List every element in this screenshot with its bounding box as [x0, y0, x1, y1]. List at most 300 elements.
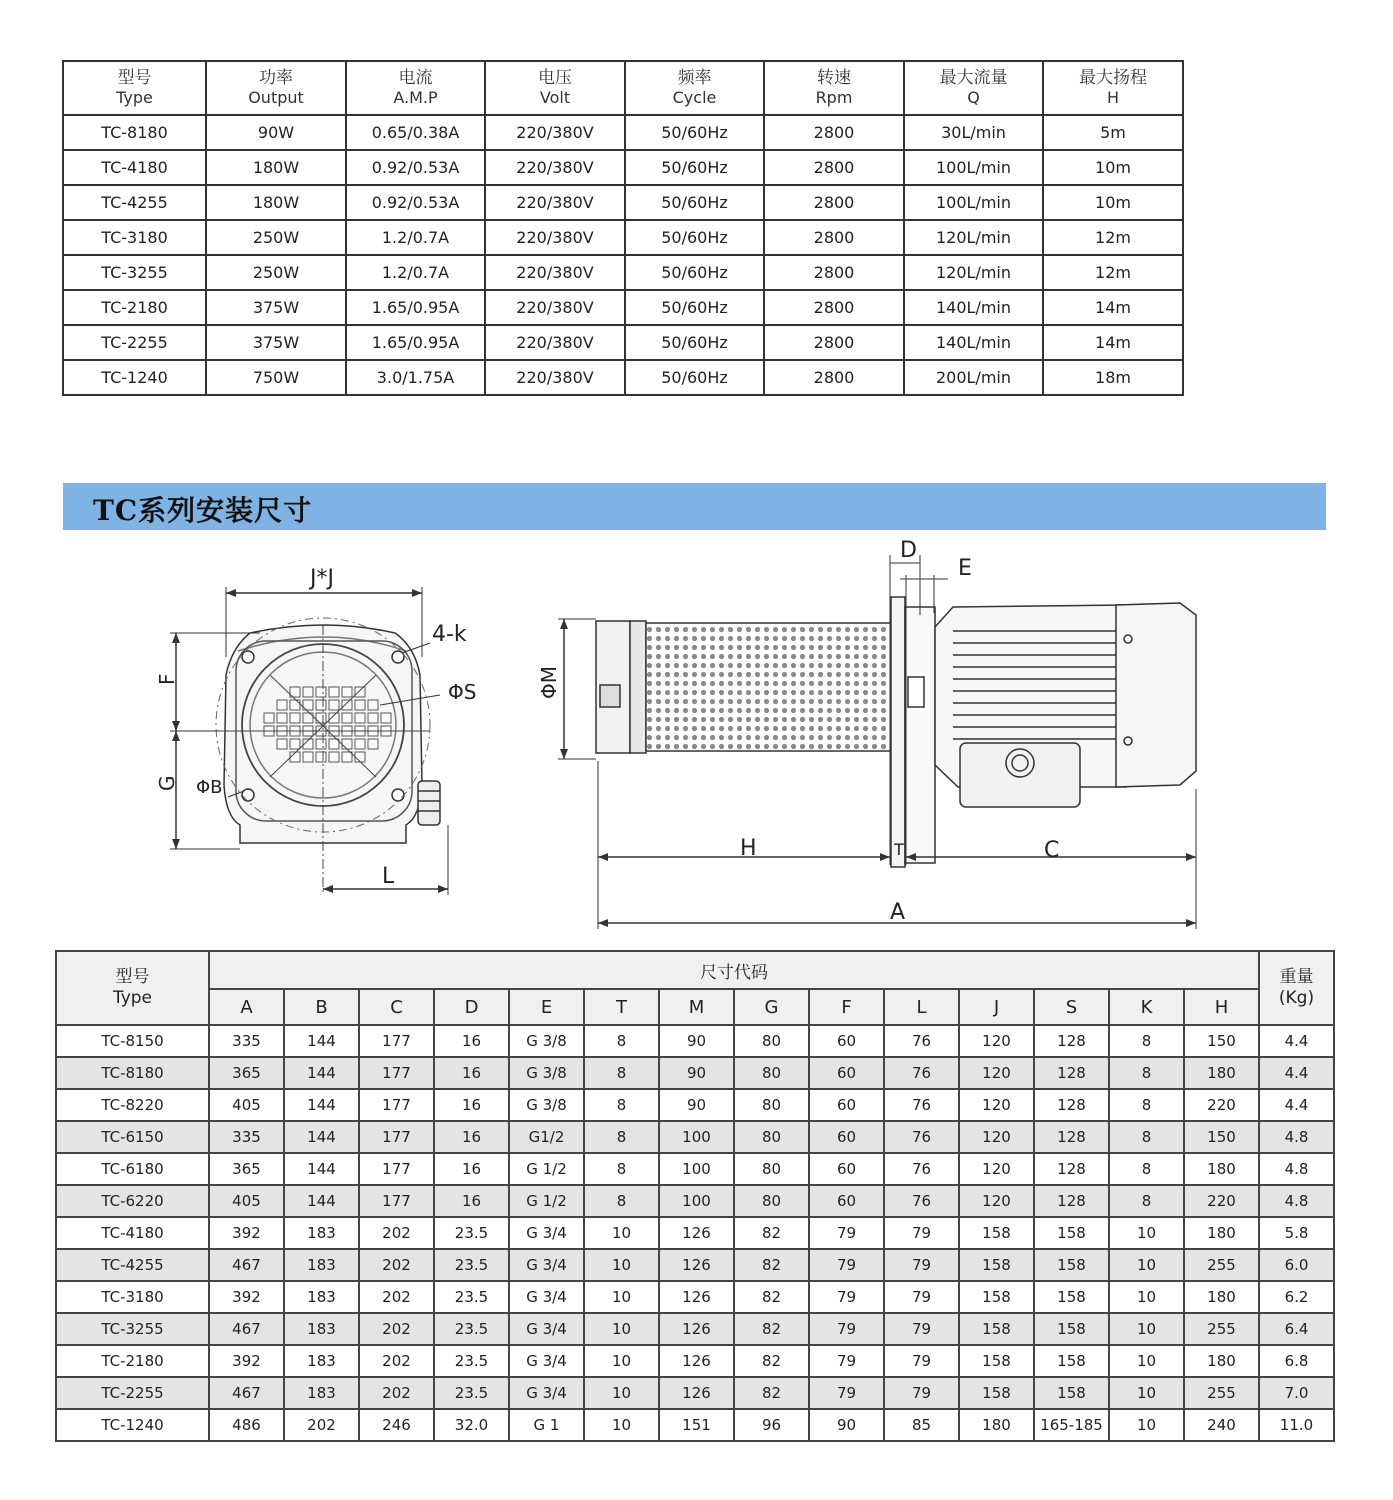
spec-header-head: [1043, 61, 1183, 115]
dim-cell: 4.4: [1259, 1025, 1334, 1057]
dim-column-header: L: [884, 989, 959, 1025]
dim-cell: 183: [284, 1217, 359, 1249]
dim-cell: 79: [884, 1249, 959, 1281]
dim-cell: 202: [359, 1313, 434, 1345]
dim-cell: G 1/2: [509, 1185, 584, 1217]
spec-cell: 1.2/0.7A: [346, 255, 485, 290]
dim-row: [56, 1249, 1334, 1281]
dim-header-weight: [1259, 951, 1334, 1025]
spec-cell: 50/60Hz: [625, 220, 764, 255]
dim-cell: 144: [284, 1121, 359, 1153]
dim-cell: 177: [359, 1121, 434, 1153]
label-g: G: [155, 775, 179, 791]
dim-cell: 144: [284, 1025, 359, 1057]
dim-cell: 8: [1109, 1057, 1184, 1089]
dim-cell: 158: [959, 1217, 1034, 1249]
dim-cell: G 3/4: [509, 1249, 584, 1281]
dim-type-cell: TC-8220: [56, 1089, 209, 1121]
dim-cell: 10: [584, 1281, 659, 1313]
dim-cell: 126: [659, 1217, 734, 1249]
spec-table: [62, 60, 1184, 396]
dim-type-cell: TC-1240: [56, 1409, 209, 1441]
dim-cell: 144: [284, 1185, 359, 1217]
dim-cell: G 3/4: [509, 1281, 584, 1313]
dim-cell: 6.8: [1259, 1345, 1334, 1377]
dim-row: [56, 1185, 1334, 1217]
dim-cell: 8: [584, 1185, 659, 1217]
dim-row: [56, 1089, 1334, 1121]
spec-cell: 375W: [206, 290, 346, 325]
spec-cell: 120L/min: [904, 255, 1043, 290]
dim-cell: 467: [209, 1313, 284, 1345]
dim-cell: 8: [1109, 1089, 1184, 1121]
spec-header-row: [63, 61, 1183, 115]
spec-cell: 180W: [206, 150, 346, 185]
spec-row: [63, 325, 1183, 360]
dim-cell: 79: [809, 1249, 884, 1281]
dim-cell: 82: [734, 1313, 809, 1345]
dim-cell: 405: [209, 1089, 284, 1121]
dim-cell: 392: [209, 1345, 284, 1377]
dim-type-cell: TC-8180: [56, 1057, 209, 1089]
dim-cell: 202: [359, 1217, 434, 1249]
dim-type-cell: TC-4255: [56, 1249, 209, 1281]
spec-cell: TC-8180: [63, 115, 206, 150]
label-b: ΦB: [196, 777, 223, 798]
dim-cell: 8: [584, 1153, 659, 1185]
spec-cell: 30L/min: [904, 115, 1043, 150]
spec-header-amp: [346, 61, 485, 115]
dim-cell: 79: [809, 1313, 884, 1345]
dim-cell: 90: [659, 1089, 734, 1121]
dim-type-cell: TC-6180: [56, 1153, 209, 1185]
dim-cell: 183: [284, 1345, 359, 1377]
dim-column-header: H: [1184, 989, 1259, 1025]
dim-cell: 177: [359, 1025, 434, 1057]
dim-cell: G 3/8: [509, 1089, 584, 1121]
spec-row: [63, 255, 1183, 290]
dim-cell: 100: [659, 1185, 734, 1217]
dim-cell: 202: [359, 1281, 434, 1313]
dim-cell: 10: [1109, 1281, 1184, 1313]
dim-cell: 79: [884, 1313, 959, 1345]
spec-cell: 250W: [206, 220, 346, 255]
header-en: Output: [248, 88, 304, 107]
dim-cell: 180: [1184, 1057, 1259, 1089]
header-cn: 型号: [117, 68, 152, 88]
dim-cell: 5.8: [1259, 1217, 1334, 1249]
spec-cell: 1.65/0.95A: [346, 325, 485, 360]
spec-cell: 2800: [764, 255, 904, 290]
dim-header-type: [56, 951, 209, 1025]
dim-cell: 151: [659, 1409, 734, 1441]
dim-cell: 8: [1109, 1025, 1184, 1057]
dim-cell: 180: [1184, 1153, 1259, 1185]
dim-cell: G 3/4: [509, 1345, 584, 1377]
dim-cell: 120: [959, 1025, 1034, 1057]
dim-column-header: J: [959, 989, 1034, 1025]
dim-cell: 177: [359, 1185, 434, 1217]
spec-cell: 50/60Hz: [625, 325, 764, 360]
dim-cell: 76: [884, 1089, 959, 1121]
label-s: ΦS: [448, 680, 477, 704]
dim-cell: 10: [584, 1377, 659, 1409]
dim-cell: 90: [809, 1409, 884, 1441]
dim-cell: 255: [1184, 1313, 1259, 1345]
dim-row: [56, 1121, 1334, 1153]
dim-cell: 126: [659, 1249, 734, 1281]
spec-cell: 250W: [206, 255, 346, 290]
spec-cell: 14m: [1043, 325, 1183, 360]
dim-cell: 180: [1184, 1345, 1259, 1377]
header-en: H: [1106, 88, 1120, 107]
dim-cell: 255: [1184, 1377, 1259, 1409]
dim-cell: 10: [584, 1409, 659, 1441]
dim-cell: 100: [659, 1121, 734, 1153]
header-en: Volt: [539, 88, 571, 107]
spec-cell: 1.65/0.95A: [346, 290, 485, 325]
dim-cell: 177: [359, 1153, 434, 1185]
label-jj: J*J: [310, 566, 334, 591]
dim-cell: 365: [209, 1057, 284, 1089]
header-cn: 最大扬程: [1079, 68, 1147, 88]
dim-cell: 10: [1109, 1249, 1184, 1281]
spec-cell: 0.65/0.38A: [346, 115, 485, 150]
label-c: C: [1044, 838, 1060, 863]
spec-cell: 0.92/0.53A: [346, 185, 485, 220]
header-en: Rpm: [815, 88, 853, 107]
dim-type-cell: TC-3255: [56, 1313, 209, 1345]
dim-type-cell: TC-2255: [56, 1377, 209, 1409]
spec-cell: TC-3255: [63, 255, 206, 290]
spec-header-output: [206, 61, 346, 115]
dim-cell: 80: [734, 1185, 809, 1217]
dim-column-header: C: [359, 989, 434, 1025]
dim-column-header: A: [209, 989, 284, 1025]
dim-column-header: K: [1109, 989, 1184, 1025]
spec-cell: 100L/min: [904, 150, 1043, 185]
spec-cell: 18m: [1043, 360, 1183, 395]
dim-column-header: B: [284, 989, 359, 1025]
spec-cell: 2800: [764, 360, 904, 395]
dim-cell: 120: [959, 1153, 1034, 1185]
dim-type-cell: TC-2180: [56, 1345, 209, 1377]
dim-header-row-1: [56, 951, 1334, 989]
header-cn: 功率: [259, 68, 293, 88]
dim-cell: 240: [1184, 1409, 1259, 1441]
dim-cell: 144: [284, 1089, 359, 1121]
dim-cell: 23.5: [434, 1377, 509, 1409]
dim-cell: 8: [584, 1121, 659, 1153]
spec-cell: 90W: [206, 115, 346, 150]
spec-cell: TC-1240: [63, 360, 206, 395]
dim-cell: 8: [1109, 1121, 1184, 1153]
dim-column-header: S: [1034, 989, 1109, 1025]
dim-cell: 79: [884, 1281, 959, 1313]
dim-cell: 76: [884, 1153, 959, 1185]
side-view-drawing: [528, 535, 1218, 935]
dim-cell: 100: [659, 1153, 734, 1185]
spec-cell: 50/60Hz: [625, 115, 764, 150]
spec-cell: 220/380V: [485, 185, 625, 220]
spec-cell: 12m: [1043, 220, 1183, 255]
spec-cell: 220/380V: [485, 325, 625, 360]
dim-cell: G 3/8: [509, 1057, 584, 1089]
dim-cell: 255: [1184, 1249, 1259, 1281]
label-d: D: [900, 538, 917, 563]
dim-cell: 177: [359, 1057, 434, 1089]
dim-cell: 16: [434, 1057, 509, 1089]
dim-cell: 76: [884, 1057, 959, 1089]
dim-cell: 158: [1034, 1281, 1109, 1313]
dim-column-header: F: [809, 989, 884, 1025]
spec-cell: 50/60Hz: [625, 185, 764, 220]
spec-cell: 140L/min: [904, 290, 1043, 325]
spec-cell: 2800: [764, 290, 904, 325]
spec-row: [63, 360, 1183, 395]
dim-row: [56, 1025, 1334, 1057]
dim-row: [56, 1313, 1334, 1345]
dim-cell: 183: [284, 1281, 359, 1313]
spec-header-cycle: [625, 61, 764, 115]
header-cn: 最大流量: [939, 68, 1008, 88]
dim-cell: 126: [659, 1377, 734, 1409]
spec-cell: 2800: [764, 325, 904, 360]
dim-cell: 150: [1184, 1121, 1259, 1153]
spec-cell: 220/380V: [485, 220, 625, 255]
dim-cell: 202: [284, 1409, 359, 1441]
label-h: H: [740, 836, 757, 861]
spec-row: [63, 150, 1183, 185]
dim-header-row-2: [56, 989, 1334, 1025]
dim-cell: 120: [959, 1057, 1034, 1089]
dim-cell: 180: [959, 1409, 1034, 1441]
dim-cell: 60: [809, 1089, 884, 1121]
dim-cell: 392: [209, 1281, 284, 1313]
dim-cell: 158: [1034, 1377, 1109, 1409]
dim-cell: 202: [359, 1377, 434, 1409]
dim-cell: 180: [1184, 1217, 1259, 1249]
header-cn: 电流: [398, 68, 433, 88]
dim-cell: 4.4: [1259, 1057, 1334, 1089]
spec-cell: 2800: [764, 220, 904, 255]
dim-cell: 16: [434, 1089, 509, 1121]
dim-cell: 23.5: [434, 1217, 509, 1249]
spec-cell: TC-4255: [63, 185, 206, 220]
dim-cell: 80: [734, 1153, 809, 1185]
spec-cell: TC-4180: [63, 150, 206, 185]
dim-cell: 158: [959, 1313, 1034, 1345]
dim-cell: 158: [959, 1249, 1034, 1281]
dim-cell: G 3/4: [509, 1313, 584, 1345]
dim-cell: 335: [209, 1121, 284, 1153]
dim-cell: 79: [809, 1345, 884, 1377]
dim-cell: 60: [809, 1121, 884, 1153]
spec-cell: TC-3180: [63, 220, 206, 255]
dim-cell: 120: [959, 1089, 1034, 1121]
dim-cell: G 1: [509, 1409, 584, 1441]
spec-cell: 220/380V: [485, 115, 625, 150]
label-a: A: [890, 900, 906, 925]
label-k: 4-k: [432, 622, 467, 647]
spec-row: [63, 290, 1183, 325]
dim-cell: 80: [734, 1121, 809, 1153]
dim-row: [56, 1281, 1334, 1313]
spec-cell: 220/380V: [485, 360, 625, 395]
dim-cell: 158: [1034, 1313, 1109, 1345]
dim-type-cell: TC-6220: [56, 1185, 209, 1217]
dim-cell: 335: [209, 1025, 284, 1057]
dim-header-group: 尺寸代码: [209, 951, 1259, 989]
dim-cell: 183: [284, 1249, 359, 1281]
dim-column-header: T: [584, 989, 659, 1025]
dim-cell: 126: [659, 1313, 734, 1345]
dim-cell: 405: [209, 1185, 284, 1217]
spec-cell: 3.0/1.75A: [346, 360, 485, 395]
spec-cell: 50/60Hz: [625, 150, 764, 185]
dim-cell: 8: [1109, 1153, 1184, 1185]
dim-column-header: E: [509, 989, 584, 1025]
header-cn: 型号: [115, 967, 150, 987]
dim-cell: 8: [584, 1057, 659, 1089]
dim-cell: 128: [1034, 1089, 1109, 1121]
dim-cell: 144: [284, 1153, 359, 1185]
header-cn: 频率: [677, 68, 712, 88]
dim-cell: 128: [1034, 1025, 1109, 1057]
dim-type-cell: TC-4180: [56, 1217, 209, 1249]
spec-table-body: [63, 61, 1183, 395]
spec-cell: 5m: [1043, 115, 1183, 150]
spec-row: [63, 220, 1183, 255]
spec-cell: 1.2/0.7A: [346, 220, 485, 255]
spec-cell: TC-2255: [63, 325, 206, 360]
dim-cell: 220: [1184, 1089, 1259, 1121]
dim-cell: G 1/2: [509, 1153, 584, 1185]
dim-cell: 23.5: [434, 1313, 509, 1345]
dim-cell: 76: [884, 1025, 959, 1057]
dim-cell: 120: [959, 1185, 1034, 1217]
spec-row: [63, 115, 1183, 150]
dim-cell: 158: [1034, 1249, 1109, 1281]
dim-cell: 128: [1034, 1057, 1109, 1089]
dim-cell: 85: [884, 1409, 959, 1441]
header-en: Type: [116, 88, 153, 107]
spec-cell: 50/60Hz: [625, 360, 764, 395]
dim-cell: 80: [734, 1089, 809, 1121]
dim-cell: 6.2: [1259, 1281, 1334, 1313]
label-t: T: [894, 840, 904, 859]
dim-cell: 392: [209, 1217, 284, 1249]
dim-cell: 126: [659, 1281, 734, 1313]
dim-cell: 23.5: [434, 1345, 509, 1377]
dim-cell: G 3/8: [509, 1025, 584, 1057]
spec-cell: 0.92/0.53A: [346, 150, 485, 185]
spec-cell: TC-2180: [63, 290, 206, 325]
dim-cell: 60: [809, 1153, 884, 1185]
dim-cell: 158: [1034, 1345, 1109, 1377]
dim-cell: 4.8: [1259, 1121, 1334, 1153]
spec-cell: 2800: [764, 115, 904, 150]
dim-cell: 128: [1034, 1153, 1109, 1185]
spec-cell: 220/380V: [485, 290, 625, 325]
dim-cell: 82: [734, 1217, 809, 1249]
dim-cell: 16: [434, 1185, 509, 1217]
header-en: Q: [967, 88, 980, 107]
dim-cell: 82: [734, 1249, 809, 1281]
dim-type-cell: TC-6150: [56, 1121, 209, 1153]
section-banner: [63, 483, 1326, 530]
dim-cell: 96: [734, 1409, 809, 1441]
dim-cell: G 3/4: [509, 1217, 584, 1249]
dim-cell: 79: [809, 1217, 884, 1249]
dim-cell: 10: [584, 1249, 659, 1281]
dim-column-header: M: [659, 989, 734, 1025]
spec-cell: 120L/min: [904, 220, 1043, 255]
dim-cell: 220: [1184, 1185, 1259, 1217]
spec-cell: 180W: [206, 185, 346, 220]
header-cn: 转速: [817, 68, 851, 88]
spec-cell: 2800: [764, 185, 904, 220]
dim-cell: 76: [884, 1185, 959, 1217]
spec-cell: 375W: [206, 325, 346, 360]
dim-cell: 4.8: [1259, 1153, 1334, 1185]
spec-cell: 50/60Hz: [625, 290, 764, 325]
dim-column-header: D: [434, 989, 509, 1025]
dim-cell: 23.5: [434, 1249, 509, 1281]
dim-cell: 79: [884, 1345, 959, 1377]
dim-cell: 180: [1184, 1281, 1259, 1313]
spec-cell: 220/380V: [485, 255, 625, 290]
header-en: Cycle: [672, 88, 717, 107]
dim-row: [56, 1153, 1334, 1185]
label-m: ΦM: [537, 666, 561, 699]
dim-cell: 4.8: [1259, 1185, 1334, 1217]
dim-cell: 32.0: [434, 1409, 509, 1441]
spec-cell: 2800: [764, 150, 904, 185]
dim-cell: 23.5: [434, 1281, 509, 1313]
spec-cell: 50/60Hz: [625, 255, 764, 290]
spec-cell: 10m: [1043, 185, 1183, 220]
spec-cell: 12m: [1043, 255, 1183, 290]
dim-cell: 158: [959, 1345, 1034, 1377]
dim-cell: 10: [1109, 1345, 1184, 1377]
dim-cell: 79: [884, 1217, 959, 1249]
dim-cell: 11.0: [1259, 1409, 1334, 1441]
dim-cell: 76: [884, 1121, 959, 1153]
dim-cell: 79: [809, 1281, 884, 1313]
spec-cell: 220/380V: [485, 150, 625, 185]
dim-cell: 16: [434, 1025, 509, 1057]
spec-cell: 140L/min: [904, 325, 1043, 360]
dim-cell: 8: [1109, 1185, 1184, 1217]
dim-cell: 10: [1109, 1217, 1184, 1249]
dim-cell: 60: [809, 1057, 884, 1089]
dimension-table: [55, 950, 1335, 1442]
dim-cell: 246: [359, 1409, 434, 1441]
dim-row: [56, 1409, 1334, 1441]
dimension-table-body: [56, 951, 1334, 1441]
dim-cell: 150: [1184, 1025, 1259, 1057]
dim-cell: 486: [209, 1409, 284, 1441]
label-l: L: [382, 864, 395, 889]
dim-cell: 126: [659, 1345, 734, 1377]
dim-cell: 144: [284, 1057, 359, 1089]
dim-row: [56, 1217, 1334, 1249]
dim-cell: 90: [659, 1025, 734, 1057]
dim-cell: 202: [359, 1345, 434, 1377]
dim-cell: 158: [959, 1377, 1034, 1409]
dim-cell: 16: [434, 1121, 509, 1153]
